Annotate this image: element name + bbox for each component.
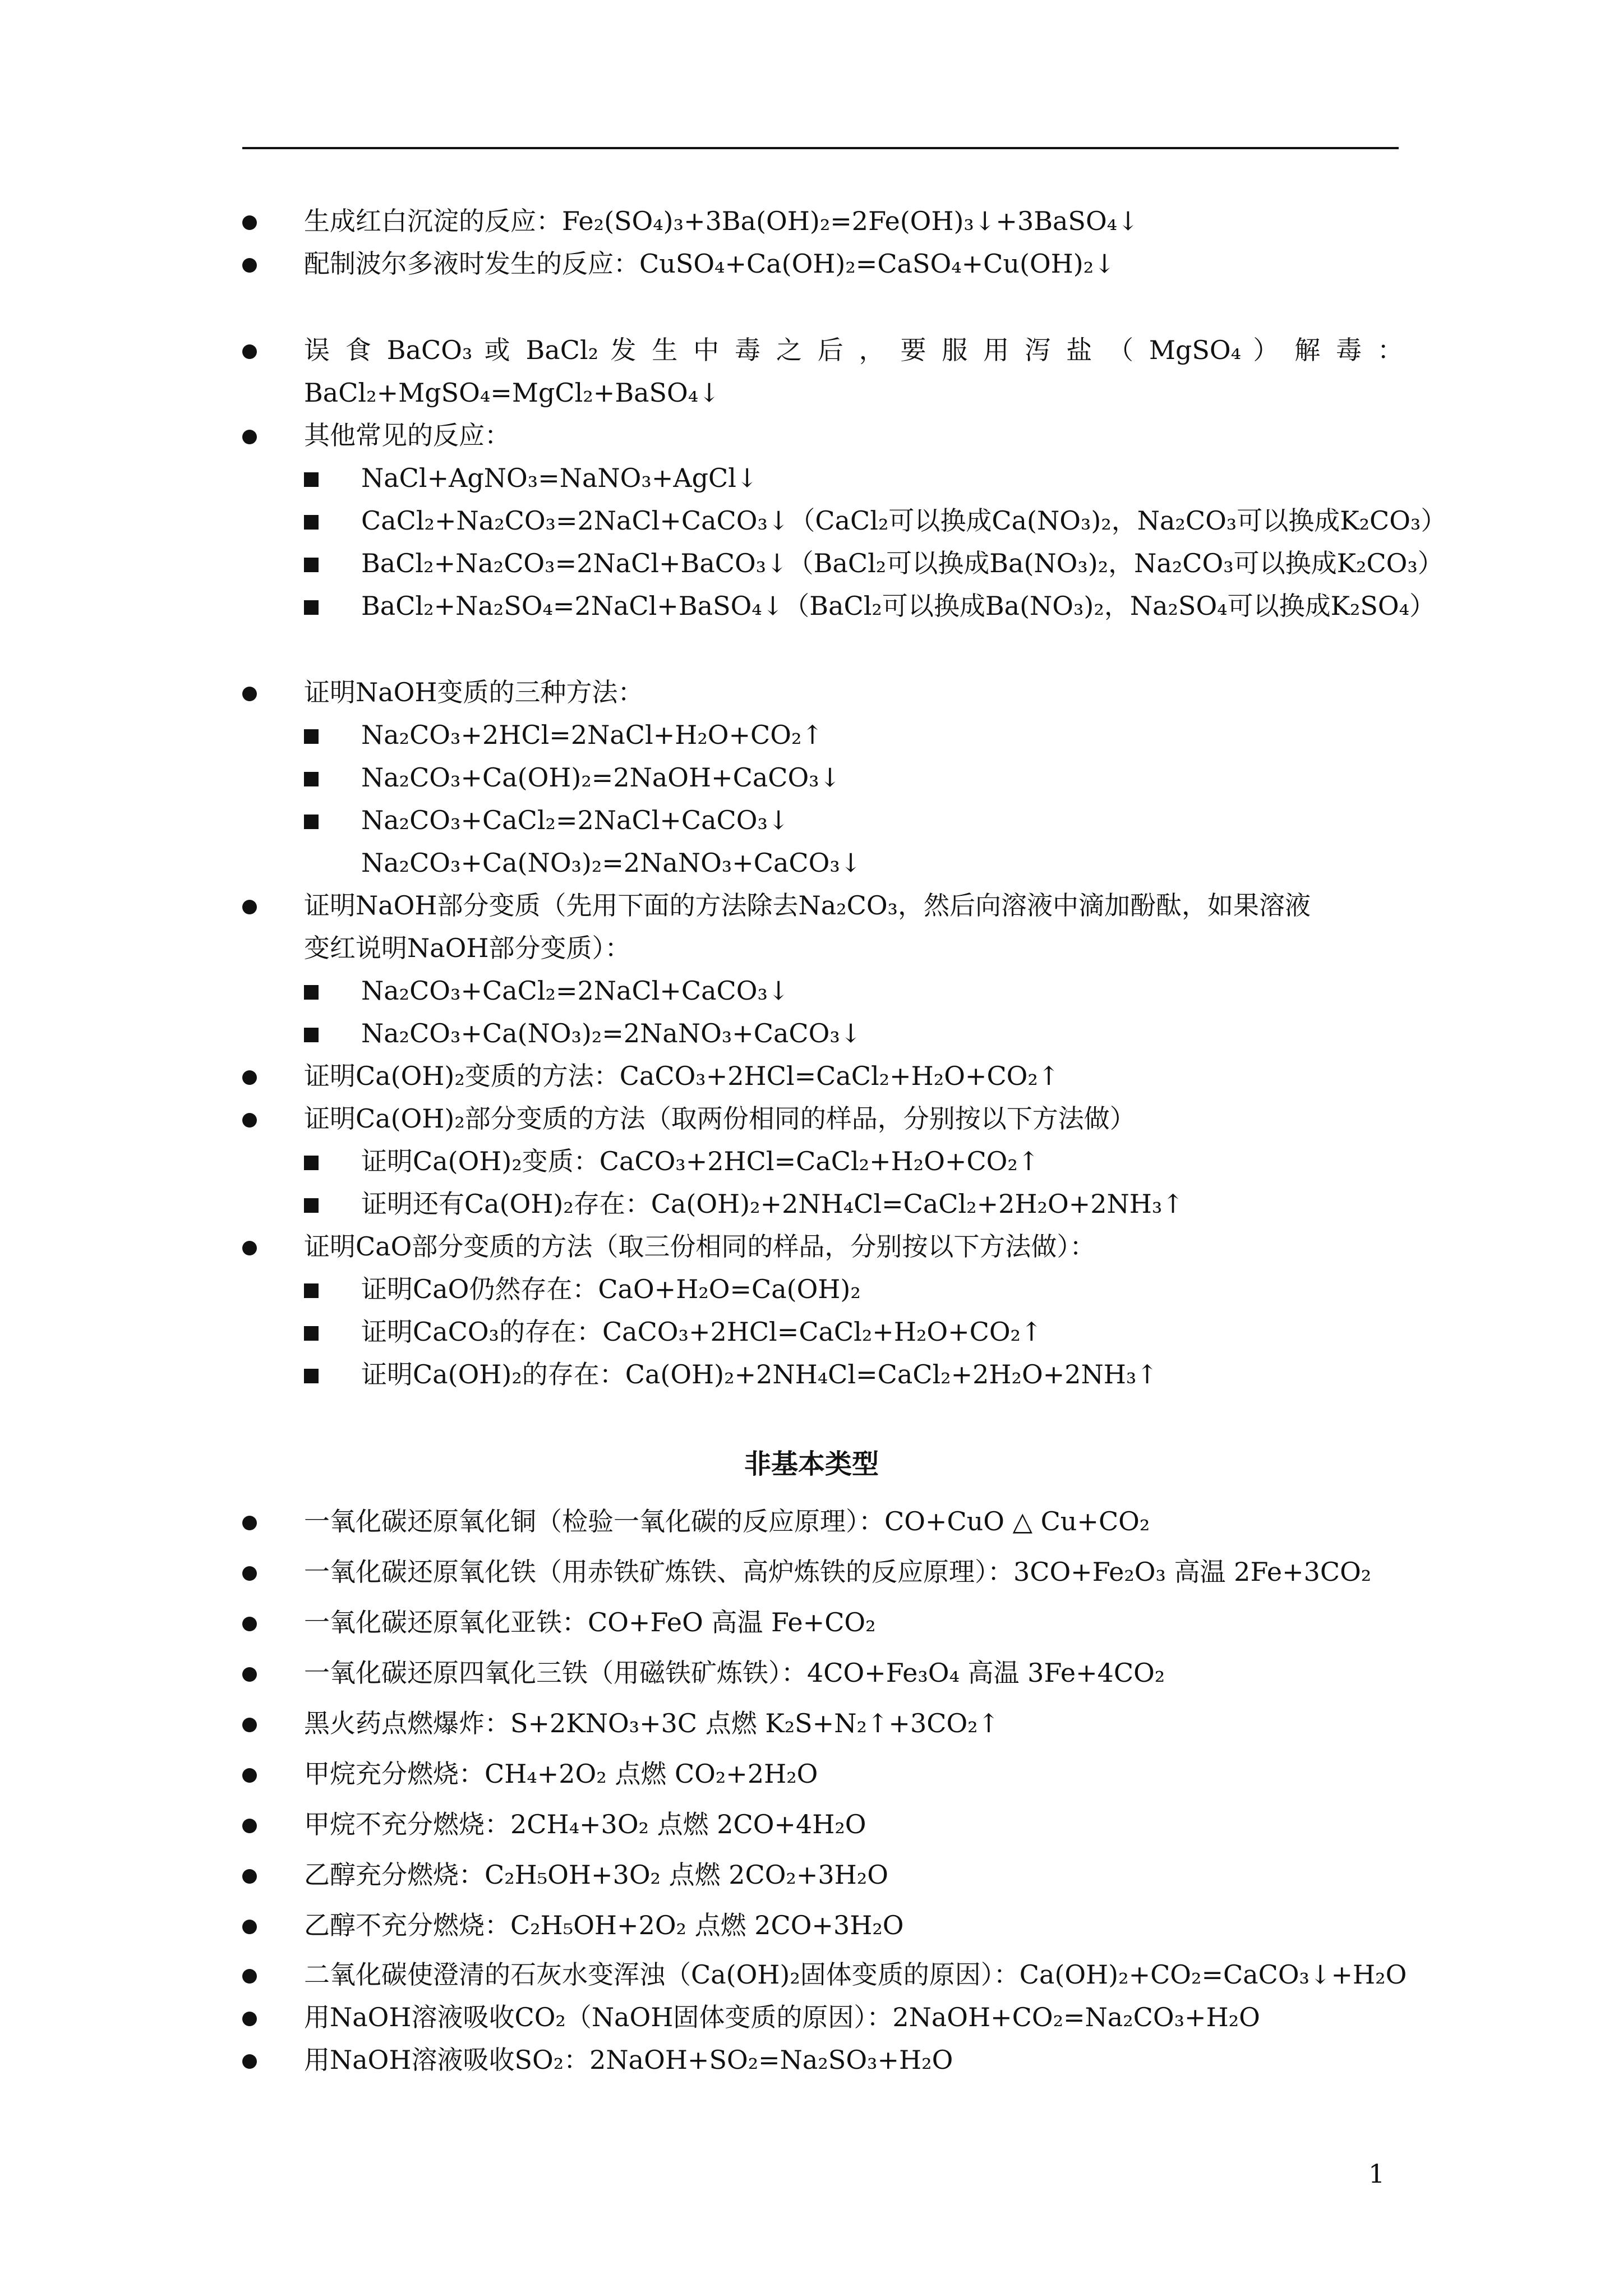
square-bullet-icon <box>304 1283 319 1298</box>
line-text: 证明Ca(OH)₂的存在：Ca(OH)₂+2NH₄Cl=CaCl₂+2H₂O+2NH₃↑ <box>361 1359 1158 1389</box>
square-bullet-icon <box>304 600 319 615</box>
line-text: 证明NaOH部分变质（先用下面的方法除去Na₂CO₃，然后向溶液中滴加酚酞，如果溶液 <box>304 890 1311 921</box>
square-bullet-icon <box>304 1028 319 1042</box>
square-bullet-icon <box>304 1369 319 1383</box>
line-text: 生成红白沉淀的反应：Fe₂(SO₄)₃+3Ba(OH)₂=2Fe(OH)₃↓+3BaSO₄↓ <box>304 206 1139 236</box>
line-text: 证明Ca(OH)₂变质的方法：CaCO₃+2HCl=CaCl₂+H₂O+CO₂↑ <box>304 1061 1060 1091</box>
line-text: 甲烷充分燃烧：CH₄+2O₂ 点燃 CO₂+2H₂O <box>304 1759 818 1789</box>
bullet-icon <box>242 900 257 914</box>
line-text: 配制波尔多液时发生的反应：CuSO₄+Ca(OH)₂=CaSO₄+Cu(OH)₂↓ <box>304 249 1115 279</box>
line-text: BaCl₂+MgSO₄=MgCl₂+BaSO₄↓ <box>304 378 720 408</box>
section-heading: 非基本类型 <box>744 1448 879 1480</box>
bullet-icon <box>242 1566 257 1581</box>
bullet-icon <box>242 1516 257 1530</box>
bullet-icon <box>242 1113 257 1128</box>
line-text: 用NaOH溶液吸收CO₂（NaOH固体变质的原因）：2NaOH+CO₂=Na₂CO₃+H₂O <box>304 2002 1260 2032</box>
line-text: 一氧化碳还原氧化铁（用赤铁矿炼铁、高炉炼铁的反应原理）：3CO+Fe₂O₃ 高温 2Fe+3CO₂ <box>304 1557 1372 1587</box>
line-text: Na₂CO₃+Ca(OH)₂=2NaOH+CaCO₃↓ <box>361 762 841 793</box>
square-bullet-icon <box>304 1198 319 1213</box>
bullet-icon <box>242 2012 257 2026</box>
line-text: NaCl+AgNO₃=NaNO₃+AgCl↓ <box>361 463 758 493</box>
line-text: 乙醇不充分燃烧：C₂H₅OH+2O₂ 点燃 2CO+3H₂O <box>304 1910 904 1940</box>
line-text: 一氧化碳还原氧化铜（检验一氧化碳的反应原理）：CO+CuO △ Cu+CO₂ <box>304 1506 1150 1536</box>
bullet-icon <box>242 1969 257 1984</box>
square-bullet-icon <box>304 472 319 487</box>
line-text: 一氧化碳还原氧化亚铁：CO+FeO 高温 Fe+CO₂ <box>304 1607 876 1637</box>
square-bullet-icon <box>304 772 319 786</box>
bullet-icon <box>242 1718 257 1732</box>
header-rule <box>242 147 1399 149</box>
line-text: Na₂CO₃+Ca(NO₃)₂=2NaNO₃+CaCO₃↓ <box>361 1018 862 1048</box>
bullet-icon <box>242 1869 257 1884</box>
square-bullet-icon <box>304 1156 319 1170</box>
bullet-icon <box>242 1667 257 1682</box>
line-text: 其他常见的反应： <box>304 420 510 450</box>
bullet-icon <box>242 344 257 359</box>
line-text: Na₂CO₃+Ca(NO₃)₂=2NaNO₃+CaCO₃↓ <box>361 848 862 878</box>
line-text: Na₂CO₃+CaCl₂=2NaCl+CaCO₃↓ <box>361 805 790 835</box>
bullet-icon <box>242 2054 257 2069</box>
bullet-icon <box>242 1819 257 1833</box>
bullet-icon <box>242 1241 257 1255</box>
line-text: CaCl₂+Na₂CO₃=2NaCl+CaCO₃↓（CaCl₂可以换成Ca(NO₃)₂，Na₂CO₃可以换成K₂CO₃） <box>361 505 1447 536</box>
line-text: 变红说明NaOH部分变质）： <box>304 933 631 963</box>
line-text: 证明Ca(OH)₂部分变质的方法（取两份相同的样品，分别按以下方法做） <box>304 1103 1136 1134</box>
line-text: 一氧化碳还原四氧化三铁（用磁铁矿炼铁）：4CO+Fe₃O₄ 高温 3Fe+4CO₂ <box>304 1658 1165 1688</box>
line-text: 甲烷不充分燃烧：2CH₄+3O₂ 点燃 2CO+4H₂O <box>304 1809 866 1839</box>
line-text: 乙醇充分燃烧：C₂H₅OH+3O₂ 点燃 2CO₂+3H₂O <box>304 1860 888 1890</box>
square-bullet-icon <box>304 985 319 1000</box>
square-bullet-icon <box>304 729 319 744</box>
square-bullet-icon <box>304 558 319 572</box>
square-bullet-icon <box>304 1326 319 1341</box>
line-text: BaCl₂+Na₂SO₄=2NaCl+BaSO₄↓（BaCl₂可以换成Ba(NO₃)₂，Na₂SO₄可以换成K₂SO₄） <box>361 591 1436 621</box>
line-text: 证明Ca(OH)₂变质：CaCO₃+2HCl=CaCl₂+H₂O+CO₂↑ <box>361 1146 1040 1176</box>
line-text: 证明CaO仍然存在：CaO+H₂O=Ca(OH)₂ <box>361 1274 861 1304</box>
square-bullet-icon <box>304 515 319 530</box>
square-bullet-icon <box>304 815 319 829</box>
page-number: 1 <box>1368 2159 1385 2189</box>
bullet-icon <box>242 258 257 273</box>
line-text: 证明还有Ca(OH)₂存在：Ca(OH)₂+2NH₄Cl=CaCl₂+2H₂O+2NH₃↑ <box>361 1189 1184 1219</box>
line-text: 证明CaCO₃的存在：CaCO₃+2HCl=CaCl₂+H₂O+CO₂↑ <box>361 1317 1043 1347</box>
line-text: 用NaOH溶液吸收SO₂：2NaOH+SO₂=Na₂SO₃+H₂O <box>304 2045 953 2075</box>
line-text: BaCl₂+Na₂CO₃=2NaCl+BaCO₃↓（BaCl₂可以换成Ba(NO₃)₂，Na₂CO₃可以换成K₂CO₃） <box>361 548 1444 578</box>
line-text: 证明CaO部分变质的方法（取三份相同的样品，分别按以下方法做）： <box>304 1231 1096 1262</box>
bullet-icon <box>242 1617 257 1631</box>
bullet-icon <box>242 687 257 701</box>
bullet-icon <box>242 430 257 444</box>
line-text: Na₂CO₃+CaCl₂=2NaCl+CaCO₃↓ <box>361 976 790 1006</box>
bullet-icon <box>242 215 257 230</box>
bullet-icon <box>242 1768 257 1783</box>
bullet-icon <box>242 1920 257 1934</box>
bullet-icon <box>242 1070 257 1085</box>
line-text: 二氧化碳使澄清的石灰水变浑浊（Ca(OH)₂固体变质的原因）：Ca(OH)₂+CO₂=CaCO₃↓+H₂O <box>304 1959 1407 1990</box>
line-text: 黑火药点燃爆炸：S+2KNO₃+3C 点燃 K₂S+N₂↑+3CO₂↑ <box>304 1708 1000 1738</box>
line-text: 误 食 BaCO₃ 或 BaCl₂ 发 生 中 毒 之 后 ， 要 服 用 泻 盐 （ MgSO₄ ） 解 毒 ： <box>304 335 1403 365</box>
line-text: 证明NaOH变质的三种方法： <box>304 677 644 707</box>
line-text: Na₂CO₃+2HCl=2NaCl+H₂O+CO₂↑ <box>361 720 823 750</box>
